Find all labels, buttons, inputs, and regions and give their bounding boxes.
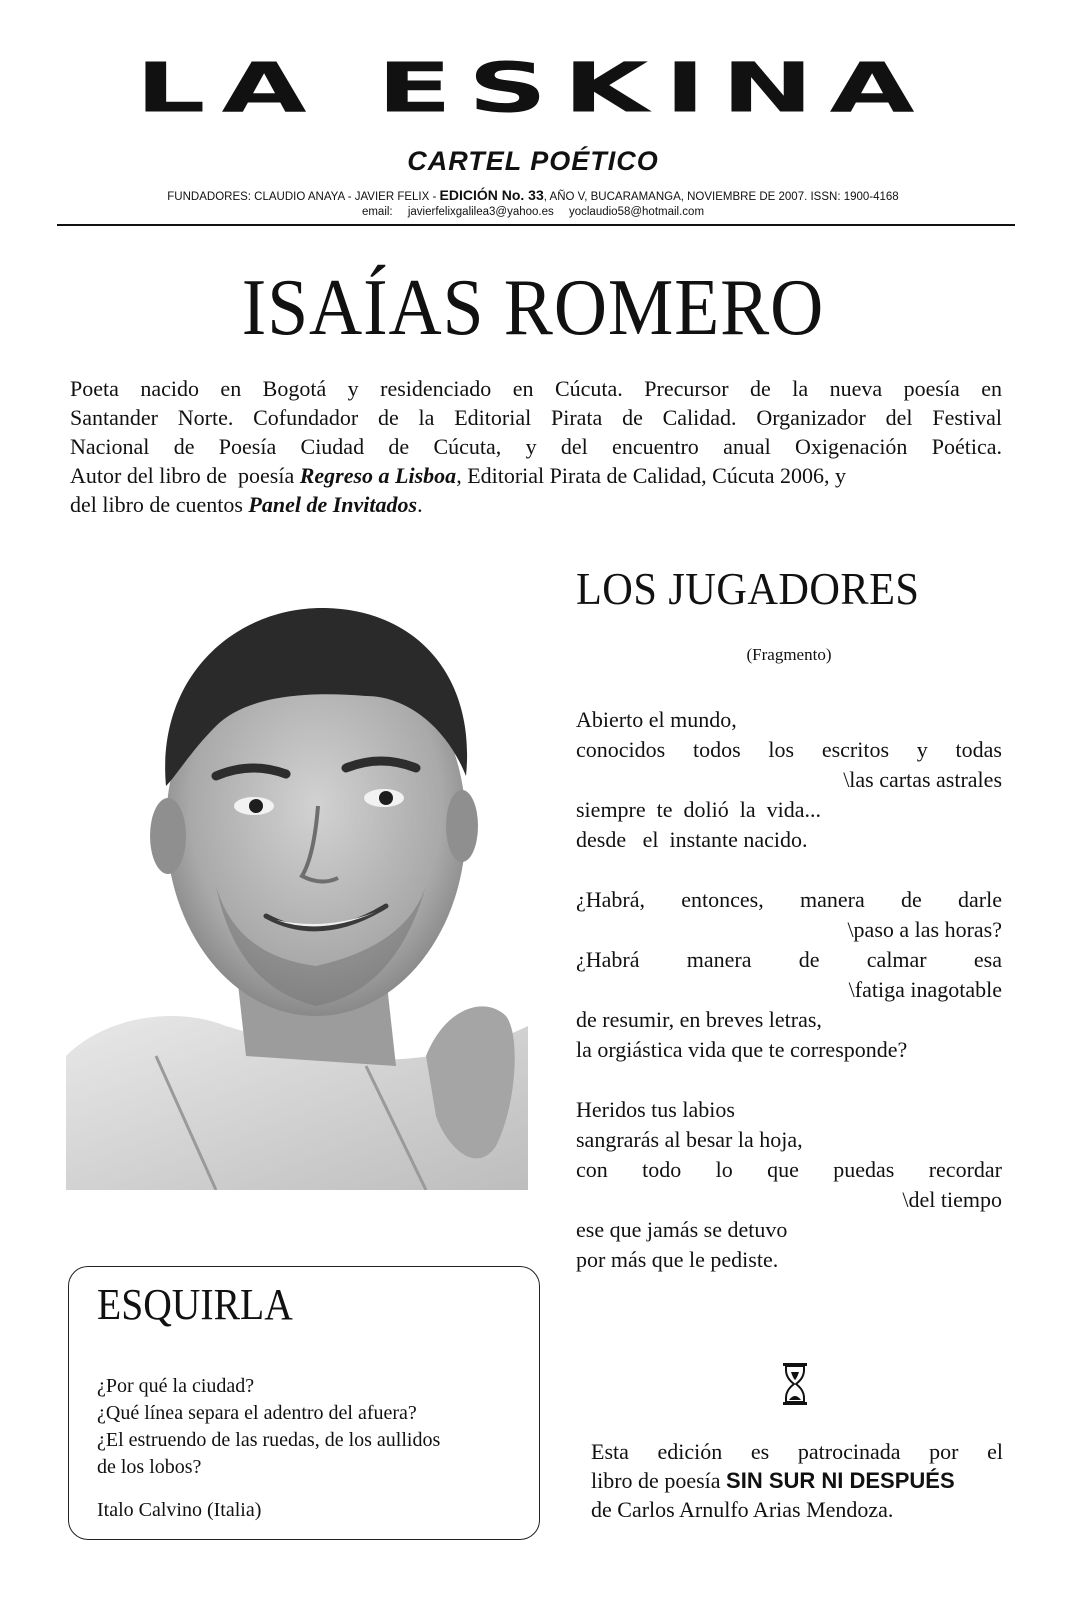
bio-text: . <box>417 492 423 517</box>
poem-line: ¿Habrá, entonces, manera de darle <box>576 887 1002 912</box>
poem-line: la orgiástica vida que te corresponde? <box>576 1037 908 1062</box>
poem-line: Abierto el mundo, <box>576 707 737 732</box>
poem-line: siempre te dolió la vida... <box>576 797 821 822</box>
bio-text: Autor del libro de poesía <box>70 463 300 488</box>
edition-line <box>0 188 1066 205</box>
esquirla-line: ¿Por qué la ciudad? <box>97 1375 255 1397</box>
bio-line: Poeta nacido en Bogotá y residenciado en Cúcuta. Precursor de la nueva poesía en <box>70 376 1002 401</box>
stanza-break <box>576 1065 1002 1095</box>
masthead-title: LA ESKINA <box>135 48 931 128</box>
bio-line <box>70 490 1002 519</box>
bio-text: del libro de cuentos <box>70 492 249 517</box>
email-label: email: <box>361 206 393 218</box>
bio-line: Nacional de Poesía Ciudad de Cúcuta, y del encuentro anual Oxigenación Poética. <box>70 434 1002 459</box>
poem-line: conocidos todos los escritos y todas <box>576 737 1002 762</box>
book-title-regreso: Regreso a Lisboa <box>299 463 457 488</box>
edition-details: , AÑO V, BUCARAMANGA, NOVIEMBRE DE 2007. ISSN: 1900-4168 <box>543 191 899 203</box>
esquirla-title: ESQUIRLA <box>97 1280 293 1329</box>
founders-text: FUNDADORES: CLAUDIO ANAYA - JAVIER FELIX - <box>167 191 437 203</box>
sponsor-line: Esta edición es patrocinada por el <box>591 1439 1003 1464</box>
portrait-photo <box>66 586 528 1190</box>
poem-body <box>576 705 1002 1275</box>
esquirla-line: de los lobos? <box>97 1456 202 1478</box>
hourglass-icon <box>782 1362 808 1406</box>
esquirla-line: ¿Qué línea separa el adentro del afuera? <box>97 1402 417 1424</box>
poem-line: \del tiempo <box>902 1187 1002 1212</box>
book-title-panel: Panel de Invitados <box>248 492 418 517</box>
poem-line: sangrarás al besar la hoja, <box>576 1127 803 1152</box>
esquirla-line: ¿El estruendo de las ruedas, de los aullidos <box>97 1429 441 1451</box>
poem-line: \fatiga inagotable <box>848 977 1002 1002</box>
esquirla-text <box>97 1373 525 1481</box>
poem-line: por más que le pediste. <box>576 1247 779 1272</box>
poem-line: con todo lo que puedas recordar <box>576 1157 1002 1182</box>
sponsor-text: libro de poesía <box>591 1468 727 1493</box>
edition-number: EDICIÓN No. 33 <box>439 187 544 203</box>
esquirla-box <box>68 1266 540 1540</box>
sponsor-note <box>591 1437 1003 1524</box>
poem-line: de resumir, en breves letras, <box>576 1007 822 1032</box>
email-address-1: javierfelixgalilea3@yahoo.es <box>407 206 554 218</box>
stanza-break <box>576 855 1002 885</box>
bio-line <box>70 461 1002 490</box>
sponsor-line <box>591 1466 1003 1495</box>
emails-line <box>0 205 1066 220</box>
poem-note: (Fragmento) <box>746 645 832 664</box>
bio-line: Santander Norte. Cofundador de la Editorial Pirata de Calidad. Organizador del Festival <box>70 405 1002 430</box>
poem-line: Heridos tus labios <box>576 1097 735 1122</box>
masthead-subtitle: CARTEL POÉTICO <box>407 146 659 176</box>
sponsor-book-title: SIN SUR NI DESPUÉS <box>726 1468 955 1493</box>
email-address-2: yoclaudio58@hotmail.com <box>568 206 705 218</box>
header-divider <box>57 224 1015 226</box>
poem-title: LOS JUGADORES <box>576 563 920 614</box>
poet-name: ISAÍAS ROMERO <box>241 264 825 352</box>
poem-line: ¿Habrá manera de calmar esa <box>576 947 1002 972</box>
poem-line: desde el instante nacido. <box>576 827 808 852</box>
poet-bio <box>70 374 1002 519</box>
bio-text: , Editorial Pirata de Calidad, Cúcuta 2006, y <box>456 463 846 488</box>
poem-line: \las cartas astrales <box>843 767 1002 792</box>
masthead-info <box>0 188 1066 220</box>
sponsor-line: de Carlos Arnulfo Arias Mendoza. <box>591 1497 894 1522</box>
poem-line: \paso a las horas? <box>847 917 1002 942</box>
poem-line: ese que jamás se detuvo <box>576 1217 788 1242</box>
esquirla-author: Italo Calvino (Italia) <box>97 1499 262 1521</box>
